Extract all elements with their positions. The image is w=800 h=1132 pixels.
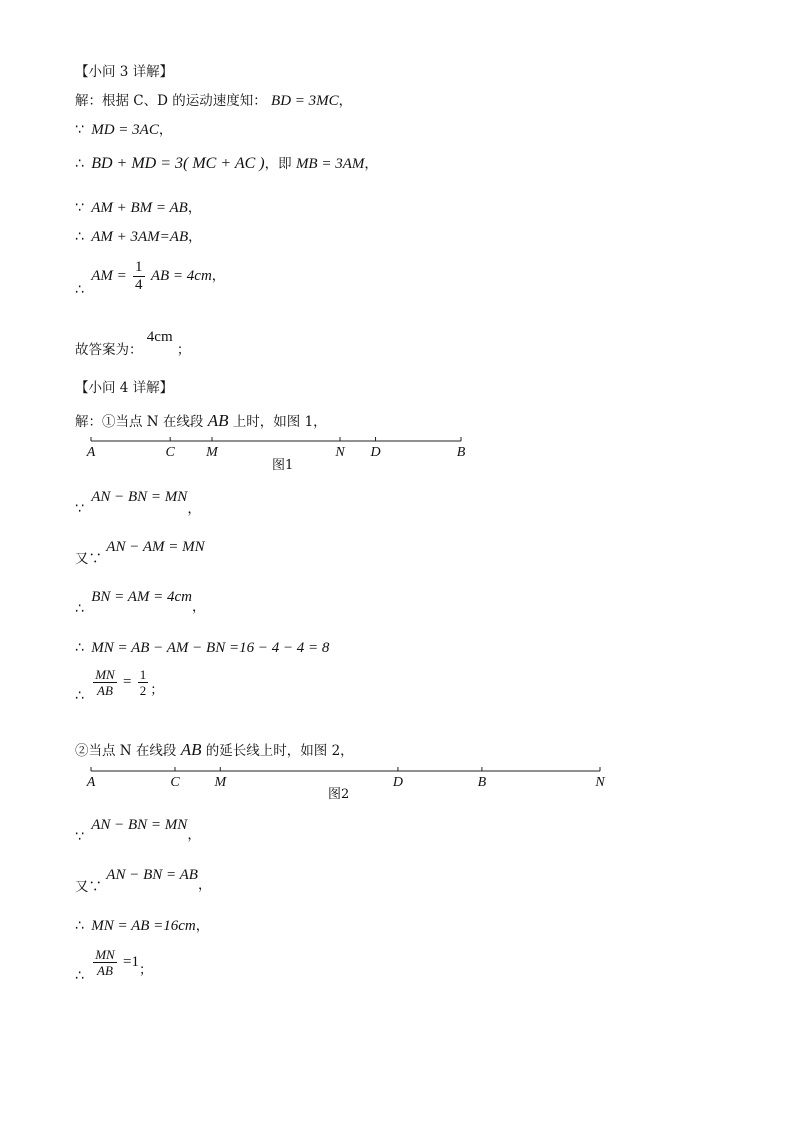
point-label-a: A [86,445,96,460]
answer-value: 4cm [146,329,173,345]
therefore-symbol: ∴ [75,601,84,617]
figure-1-caption: 图1 [272,458,294,473]
q4-a1: ∵ AN − BN = MN， [75,489,201,517]
q3-line-1: 解：根据 C、D 的运动速度知： BD = 3MC， [75,93,353,109]
fraction-one-quarter: $\frac{1}{4}$ [135,259,143,293]
point-label-c: C [165,445,175,460]
q3-line-5: ∴ AM + 3AM=AB， [75,229,202,245]
q3-line-4: ∵ AM + BM = AB， [75,200,202,216]
point-label-b: B [456,445,466,460]
q4-b1: ∵ AN − BN = MN， [75,817,201,845]
q4-heading: 【小问 4 详解】 [75,380,174,396]
therefore-symbol: ∴ [75,282,84,298]
q4-case1-intro: 解：①当点 N 在线段 AB 上时，如图 1， [75,411,327,430]
therefore-symbol: ∴ [75,156,84,172]
point-label-a: A [86,775,96,790]
therefore-symbol: ∴ [75,229,84,245]
fraction-mn-ab: $\frac{MN}{AB}$ [95,947,115,978]
q4-a2: 又∵ AN − AM = MN [75,539,205,567]
q3-heading: 【小问 3 详解】 [75,64,174,80]
point-label-m: M [206,445,218,460]
therefore-symbol: ∴ [75,688,84,704]
figure-2-caption: 图2 [328,787,350,802]
point-label-d: D [370,445,381,460]
point-label-m: M [214,775,227,790]
q3-line-2: ∵ MD = 3AC， [75,122,173,138]
fraction-one-half: $\frac{1}{2}$ [139,667,147,698]
q4-case2-intro: ②当点 N 在线段 AB 的延长线上时，如图 2， [75,740,354,759]
q3-line-3: ∴ BD + MD = 3( MC + AC )，即 MB = 3AM， [75,155,378,172]
q4-b2: 又∵ AN − BN = AB， [75,867,212,895]
point-label-n: N [335,445,345,460]
q3-answer: 故答案为： 4cm ； [75,329,191,358]
because-symbol: ∵ [75,501,84,517]
q4-b3: ∴ MN = AB =16cm， [75,918,210,934]
q4-a5: ∴ $\frac{MN}{AB}$ = $\frac{1}{2}$ ； [75,667,164,704]
because-symbol: ∵ [75,122,84,138]
fraction-mn-ab: $\frac{MN}{AB}$ [95,667,115,698]
therefore-symbol: ∴ [75,968,84,984]
therefore-symbol: ∴ [75,918,84,934]
point-label-d: D [392,775,403,790]
q4-b4: ∴ $\frac{MN}{AB}$ =1； [75,947,153,984]
because-symbol: ∵ [75,829,84,845]
because-symbol: ∵ [75,200,84,216]
therefore-symbol: ∴ [75,640,84,656]
q3-line-6: ∴ AM = $\frac{1}{4}$ AB = 4cm， [75,259,226,298]
point-label-n: N [595,775,605,790]
q4-a4: ∴ MN = AB − AM − BN =16 − 4 − 4 = 8 [75,640,330,656]
point-label-c: C [170,775,180,790]
q4-a3: ∴ BN = AM = 4cm， [75,589,206,617]
point-label-b: B [477,775,487,790]
